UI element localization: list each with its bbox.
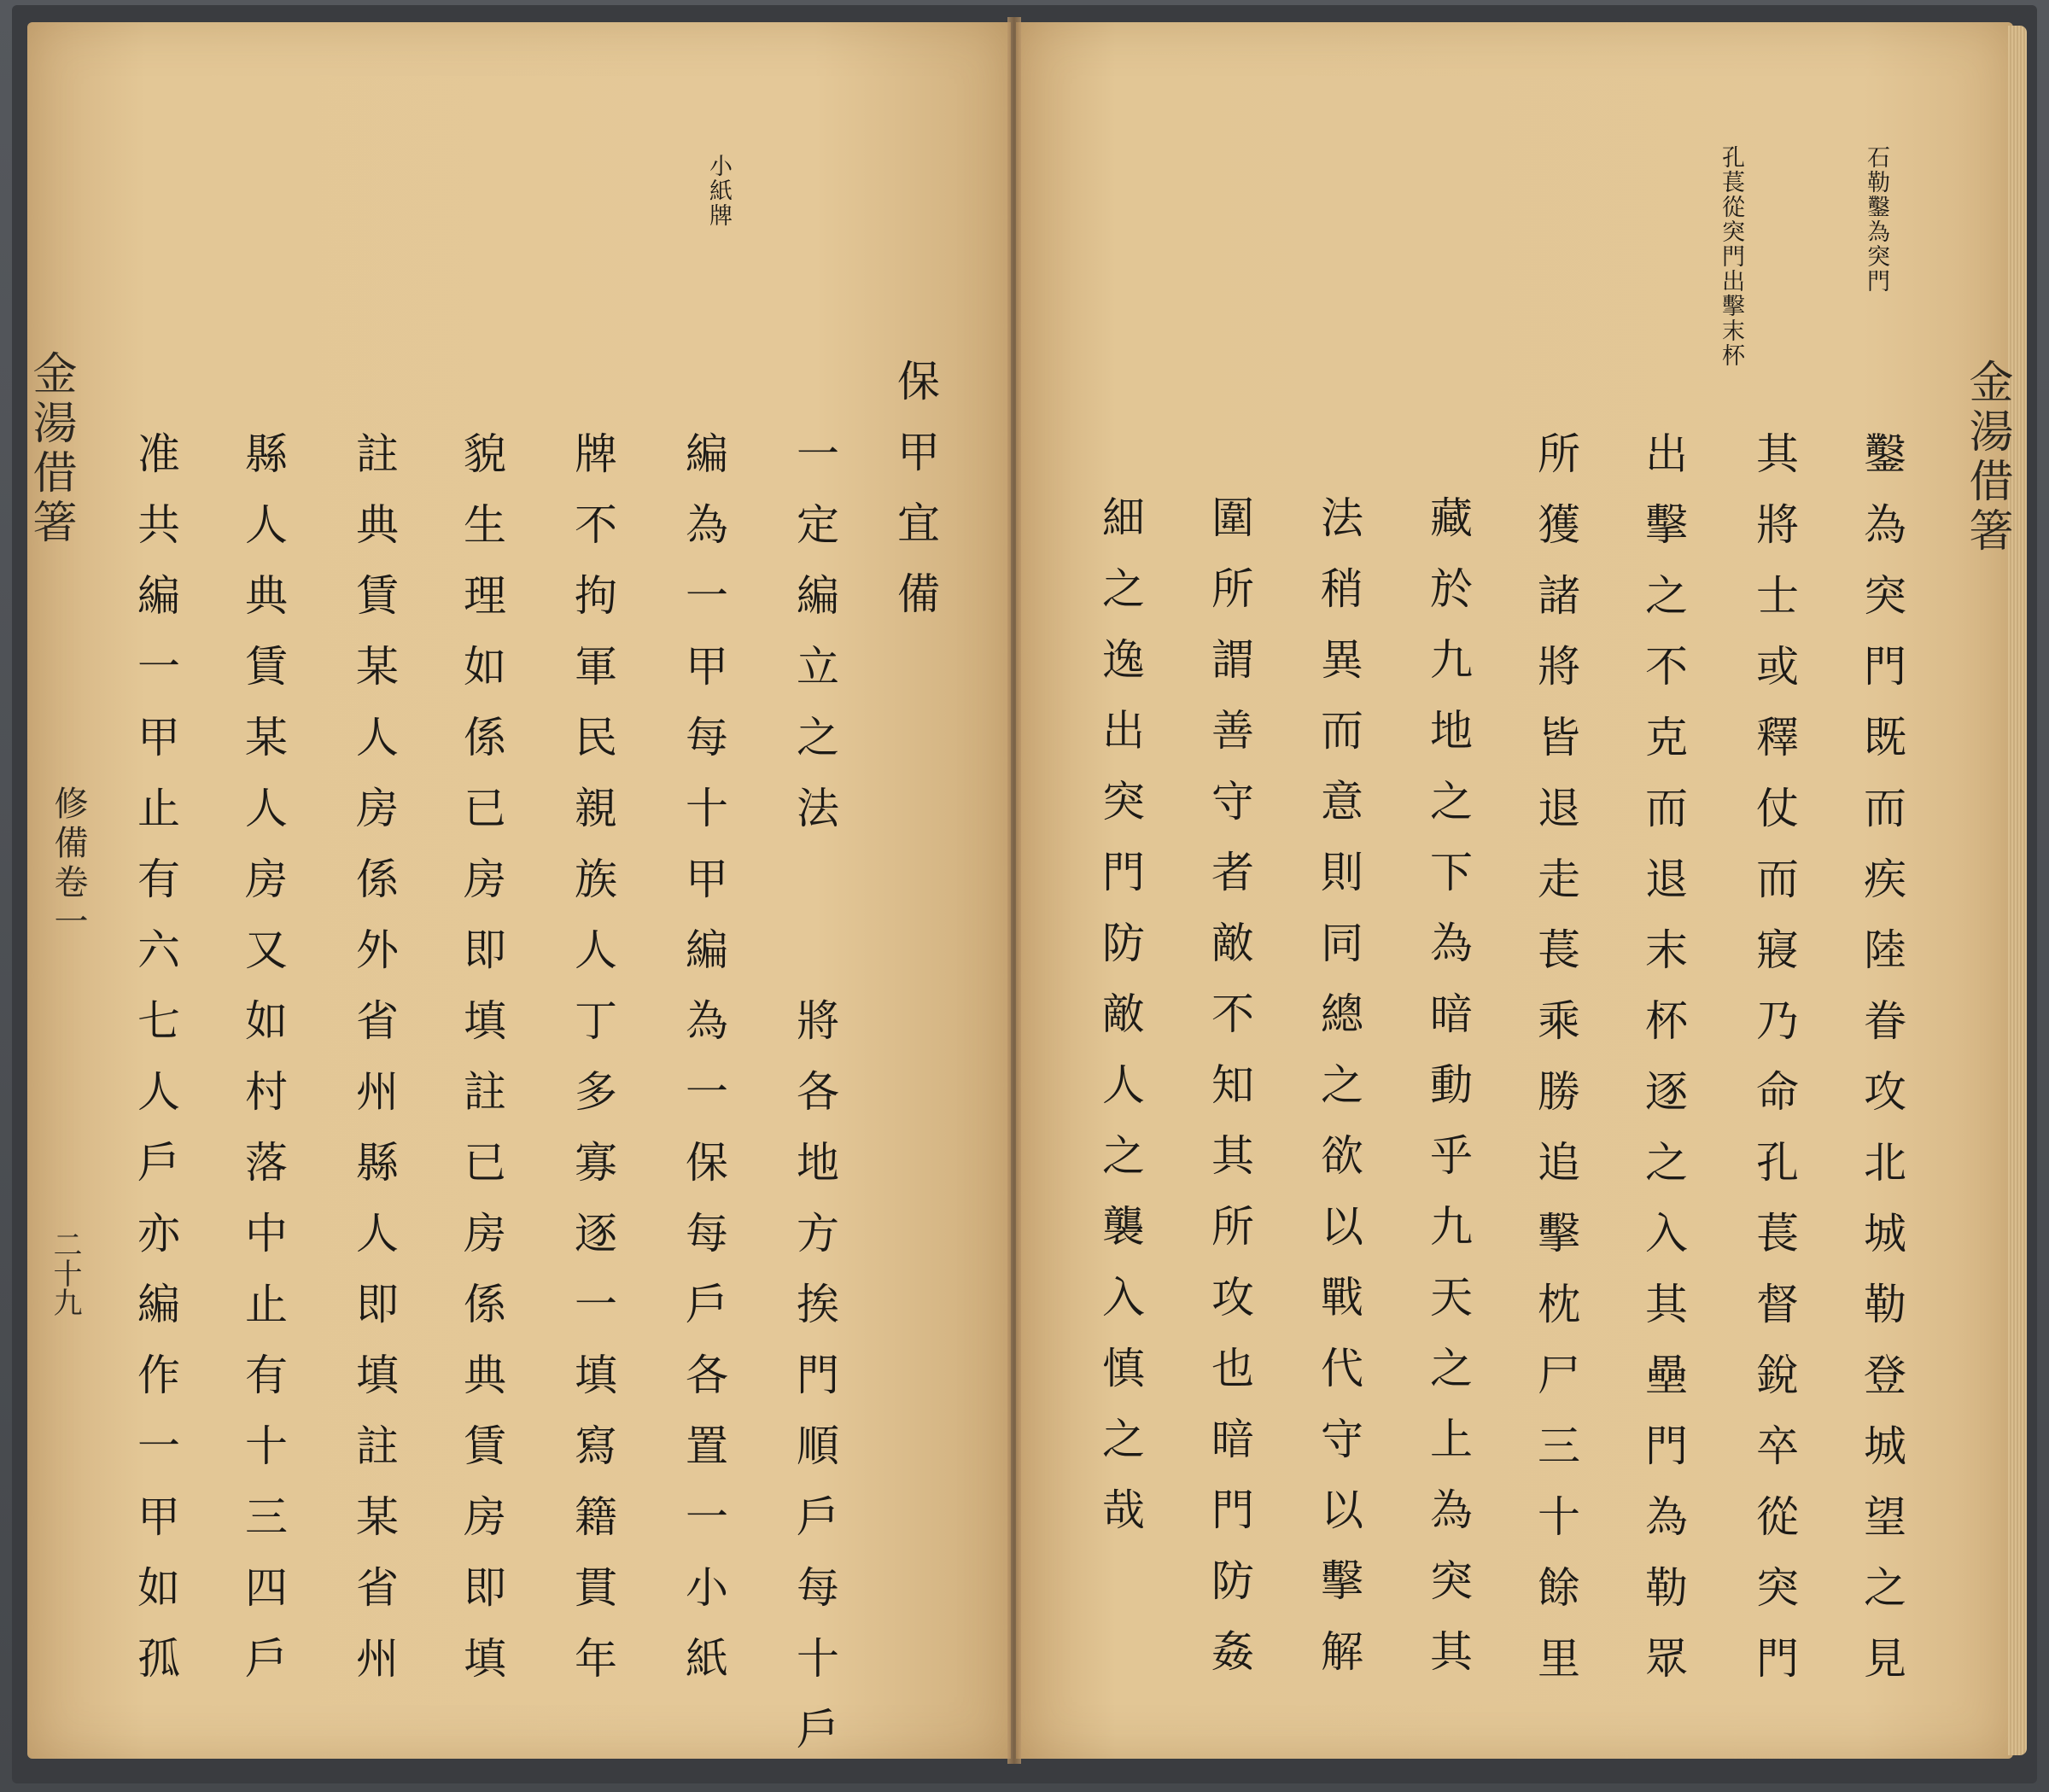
right-marginal-note-1: 石勒鑿為突門 (1863, 145, 1889, 294)
left-column-2: 一定編立之法 將各地方挨門順戶每十戶 (790, 431, 839, 1777)
page-edge-stack (2008, 26, 2027, 1755)
left-column-1: 保甲宜備 (890, 359, 940, 642)
book-spine (1007, 17, 1021, 1764)
right-margin-book-title: 金湯借箸 (1961, 359, 2012, 557)
left-margin-book-title: 金湯借箸 (25, 350, 76, 548)
left-column-3: 編為一甲每十甲編為一保每戶各置一小紙 (679, 431, 728, 1707)
right-column-2: 其將士或釋仗而寢乃命孔萇督銳卒從突門 (1749, 431, 1799, 1707)
left-column-6: 註典賃某人房係外省州縣人即填註某省州 (349, 431, 399, 1707)
right-column-3: 出擊之不克而退末杯逐之入其壘門為勒眾 (1638, 431, 1688, 1707)
right-marginal-note-2: 孔萇從突門出擊末杯 (1718, 145, 1744, 368)
left-column-5: 貌生理如係已房即填註已房係典賃房即填 (457, 431, 506, 1707)
left-column-7: 縣人典賃某人房又如村落中止有十三四戶 (238, 431, 288, 1707)
right-column-7: 圍所謂善守者敵不知其所攻也暗門防姦 (1205, 495, 1254, 1700)
left-column-8: 准共編一甲止有六七人戶亦編作一甲如孤 (131, 431, 180, 1707)
right-column-5: 藏於九地之下為暗動乎九天之上為突其 (1423, 495, 1473, 1700)
left-margin-volume: 修備卷一 (49, 785, 88, 943)
right-column-1: 鑿為突門既而疾陸眷攻北城勒登城望之見 (1857, 431, 1906, 1707)
left-column-4: 牌不拘軍民親族人丁多寡逐一填寫籍貫年 (568, 431, 617, 1707)
left-margin-folio: 二十九 (48, 1229, 82, 1316)
right-column-4: 所獲諸將皆退走萇乘勝追擊枕尸三十餘里 (1531, 431, 1580, 1707)
left-marginal-note: 小紙牌 (705, 154, 732, 228)
right-column-8: 細之逸出突門防敵人之襲入慎之哉 (1095, 495, 1145, 1558)
right-column-6: 法稍異而意則同總之欲以戰代守以擊解 (1314, 495, 1363, 1700)
